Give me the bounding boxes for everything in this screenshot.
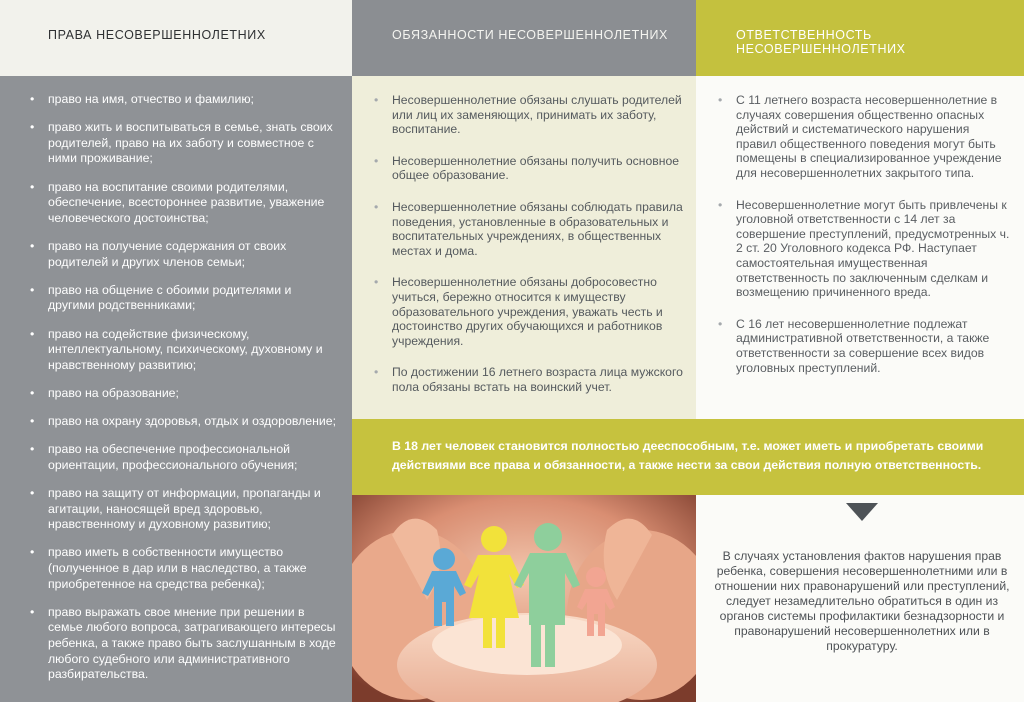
responsibility-list — [736, 93, 1012, 392]
rights-item: • право жить и воспитываться в семье, знать своих родителей, право на их заботу и совместное с ними проживание; — [48, 120, 340, 167]
duties-item: • Несовершеннолетние обязаны соблюдать правила поведения, установленные в образовательных и воспитательных учреждениях, в общественных местах и дома. — [392, 200, 684, 258]
duties-item: • По достижении 16 летнего возраста лица мужского пола обязаны встать на воинский учет. — [392, 365, 684, 394]
family-hands-illustration — [352, 495, 696, 702]
rights-item: • право иметь в собственности имущество (полученное в дар или в наследство, а также приобретенное на средства ребенка); — [48, 545, 340, 592]
rights-item: • право на имя, отчество и фамилию; — [48, 92, 340, 108]
duties-item: • Несовершеннолетние обязаны добросовестно учиться, бережно относится к имуществу образовательного учреждения, уважать честь и достоинство других обучающихся и работников учреждения. — [392, 275, 684, 348]
rights-item: • право на защиту от информации, пропаганды и агитации, наносящей вред здоровью, нравственному и духовному развитию; — [48, 486, 340, 533]
rights-item: • право на содействие физическому, интеллектуальному, психическому, духовному и нравственному развитию; — [48, 327, 340, 374]
contact-authorities-note: В случаях установления фактов нарушения прав ребенка, совершения несовершеннолетними или в отношении них правонарушений или преступлений, следует незамедлительно обратиться в один из органов системы профилактики безнадзорности и правонарушений несовершеннолетних или в прокуратуру. — [714, 549, 1010, 653]
duties-heading: ОБЯЗАННОСТИ НЕСОВЕРШЕННОЛЕТНИХ — [352, 0, 696, 76]
rights-item: • право на обеспечение профессиональной ориентации, профессионального обучения; — [48, 442, 340, 473]
responsibility-item: • С 11 летнего возраста несовершеннолетние в случаях совершения общественно опасных действий и систематического нарушения правил общественного поведения могут быть помещены в специализированное учреждение для несовершеннолетних закрытого типа. — [736, 93, 1012, 181]
rights-item: • право на общение с обоими родителями и другими родственниками; — [48, 283, 340, 314]
rights-column — [0, 0, 352, 702]
duties-item: • Несовершеннолетние обязаны получить основное общее образование. — [392, 154, 684, 183]
family-hands-photo — [352, 495, 696, 702]
rights-item: • право на воспитание своими родителями, обеспечение, всестороннее развитие, уважение человеческого достоинства; — [48, 180, 340, 227]
rights-item: • право на охрану здоровья, отдых и оздоровление; — [48, 414, 340, 430]
rights-list — [48, 92, 340, 695]
duties-list — [392, 93, 684, 412]
responsibility-item: • С 16 лет несовершеннолетние подлежат административной ответственности, а также ответственности за совершение всех видов уголовных преступлений. — [736, 317, 1012, 375]
rights-heading: ПРАВА НЕСОВЕРШЕННОЛЕТНИХ — [0, 0, 352, 76]
responsibility-heading: ОТВЕТСТВЕННОСТЬ НЕСОВЕРШЕННОЛЕТНИХ — [696, 0, 1024, 76]
rights-item: • право выражать свое мнение при решении в семье любого вопроса, затрагивающего интересы ребенка, а также право быть заслушанным в ходе любого судебного или административного разбирательства. — [48, 605, 340, 683]
adulthood-banner: В 18 лет человек становится полностью дееспособным, т.е. может иметь и приобретать своими действиями все права и обязанности, а также нести за свои действия полную ответственность. — [352, 419, 1024, 495]
down-arrow-icon — [846, 503, 878, 521]
responsibility-item: • Несовершеннолетние могут быть привлечены к уголовной ответственности с 14 лет за совершение преступлений, предусмотренных ч. 2 ст. 20 Уголовного кодекса РФ. Наступает самостоятельная имущественная ответственность по заключенным сделкам и возмещению причиненного вреда. — [736, 198, 1012, 300]
rights-item: • право на получение содержания от своих родителей и других членов семьи; — [48, 239, 340, 270]
duties-item: • Несовершеннолетние обязаны слушать родителей или лиц их заменяющих, принимать их заботу, воспитание. — [392, 93, 684, 137]
rights-item: • право на образование; — [48, 386, 340, 402]
